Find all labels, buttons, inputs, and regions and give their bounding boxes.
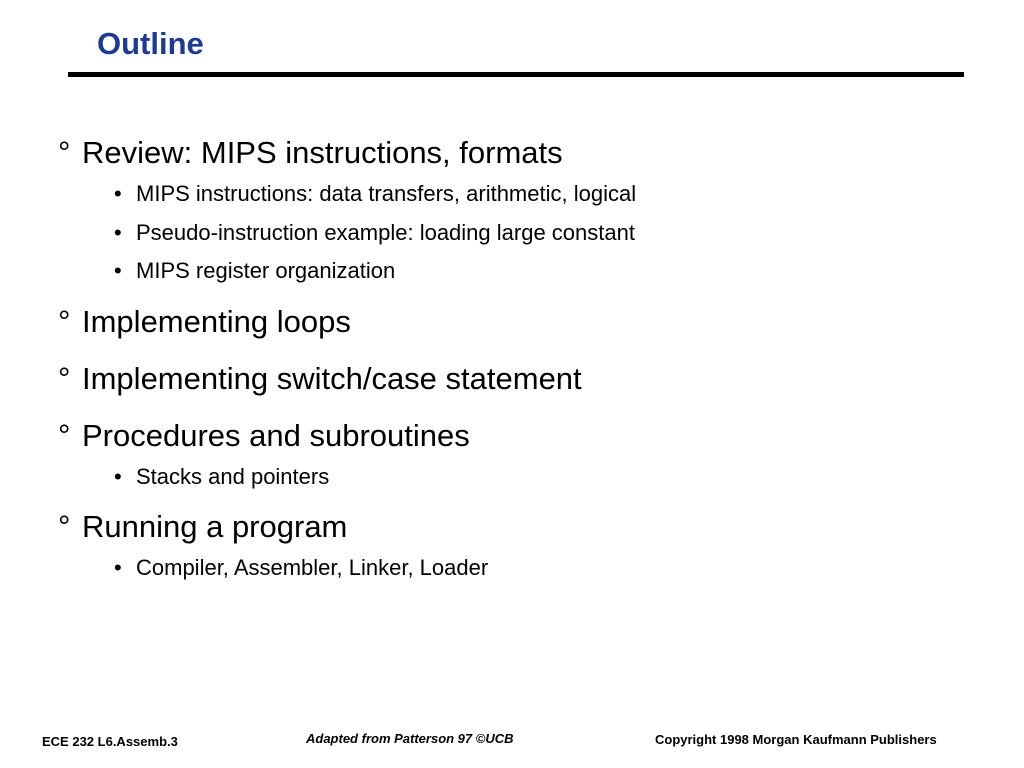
sub-list <box>58 549 958 588</box>
outline-item-text: Running a program <box>82 509 348 544</box>
slide-title: Outline <box>97 26 204 61</box>
bullet-icon: • <box>114 258 122 283</box>
sub-item-text: Stacks and pointers <box>136 463 330 489</box>
outline-item-loops <box>58 300 958 357</box>
outline-item-switch <box>58 357 958 414</box>
footer-course-id: ECE 232 L6.Assemb.3 <box>42 734 178 749</box>
outline-item-running <box>58 505 958 588</box>
sub-item-text: Compiler, Assembler, Linker, Loader <box>136 555 489 580</box>
outline-item-line <box>58 357 958 400</box>
degree-bullet-icon: ° <box>58 135 71 170</box>
outline-item-line <box>58 414 958 457</box>
sub-item-text: MIPS register organization <box>136 258 396 283</box>
degree-bullet-icon: ° <box>58 417 71 453</box>
bullet-icon: • <box>114 555 122 580</box>
sub-item <box>114 252 958 291</box>
sub-item-text: MIPS instructions: data transfers, arithmetic, logical <box>136 181 637 206</box>
outline-item-text: Review: MIPS instructions, formats <box>82 135 563 170</box>
outline-item-procedures <box>58 414 958 497</box>
sub-item <box>114 458 958 497</box>
degree-bullet-icon: ° <box>58 303 71 339</box>
outline-list <box>58 131 958 597</box>
outline-item-review <box>58 131 958 291</box>
bullet-icon: • <box>114 219 122 245</box>
title-divider <box>68 72 964 77</box>
outline-item-line <box>58 505 958 548</box>
footer-copyright: Copyright 1998 Morgan Kaufmann Publishers <box>655 732 937 747</box>
bullet-icon: • <box>114 463 122 489</box>
outline-item-line <box>58 300 958 343</box>
outline-item-text: Implementing switch/case statement <box>82 360 582 396</box>
sub-list <box>58 175 958 291</box>
spacer <box>58 343 958 357</box>
outline-item-text: Procedures and subroutines <box>82 417 470 453</box>
sub-item <box>114 214 958 253</box>
sub-item <box>114 549 958 588</box>
footer-attribution: Adapted from Patterson 97 ©UCB <box>306 731 514 746</box>
degree-bullet-icon: ° <box>58 360 71 396</box>
outline-item-text: Implementing loops <box>82 303 351 339</box>
degree-bullet-icon: ° <box>58 509 71 544</box>
outline-item-line <box>58 131 958 174</box>
spacer <box>58 400 958 414</box>
sub-item-text: Pseudo-instruction example: loading large constant <box>136 219 635 245</box>
sub-list <box>58 458 958 497</box>
bullet-icon: • <box>114 181 122 206</box>
sub-item <box>114 175 958 214</box>
